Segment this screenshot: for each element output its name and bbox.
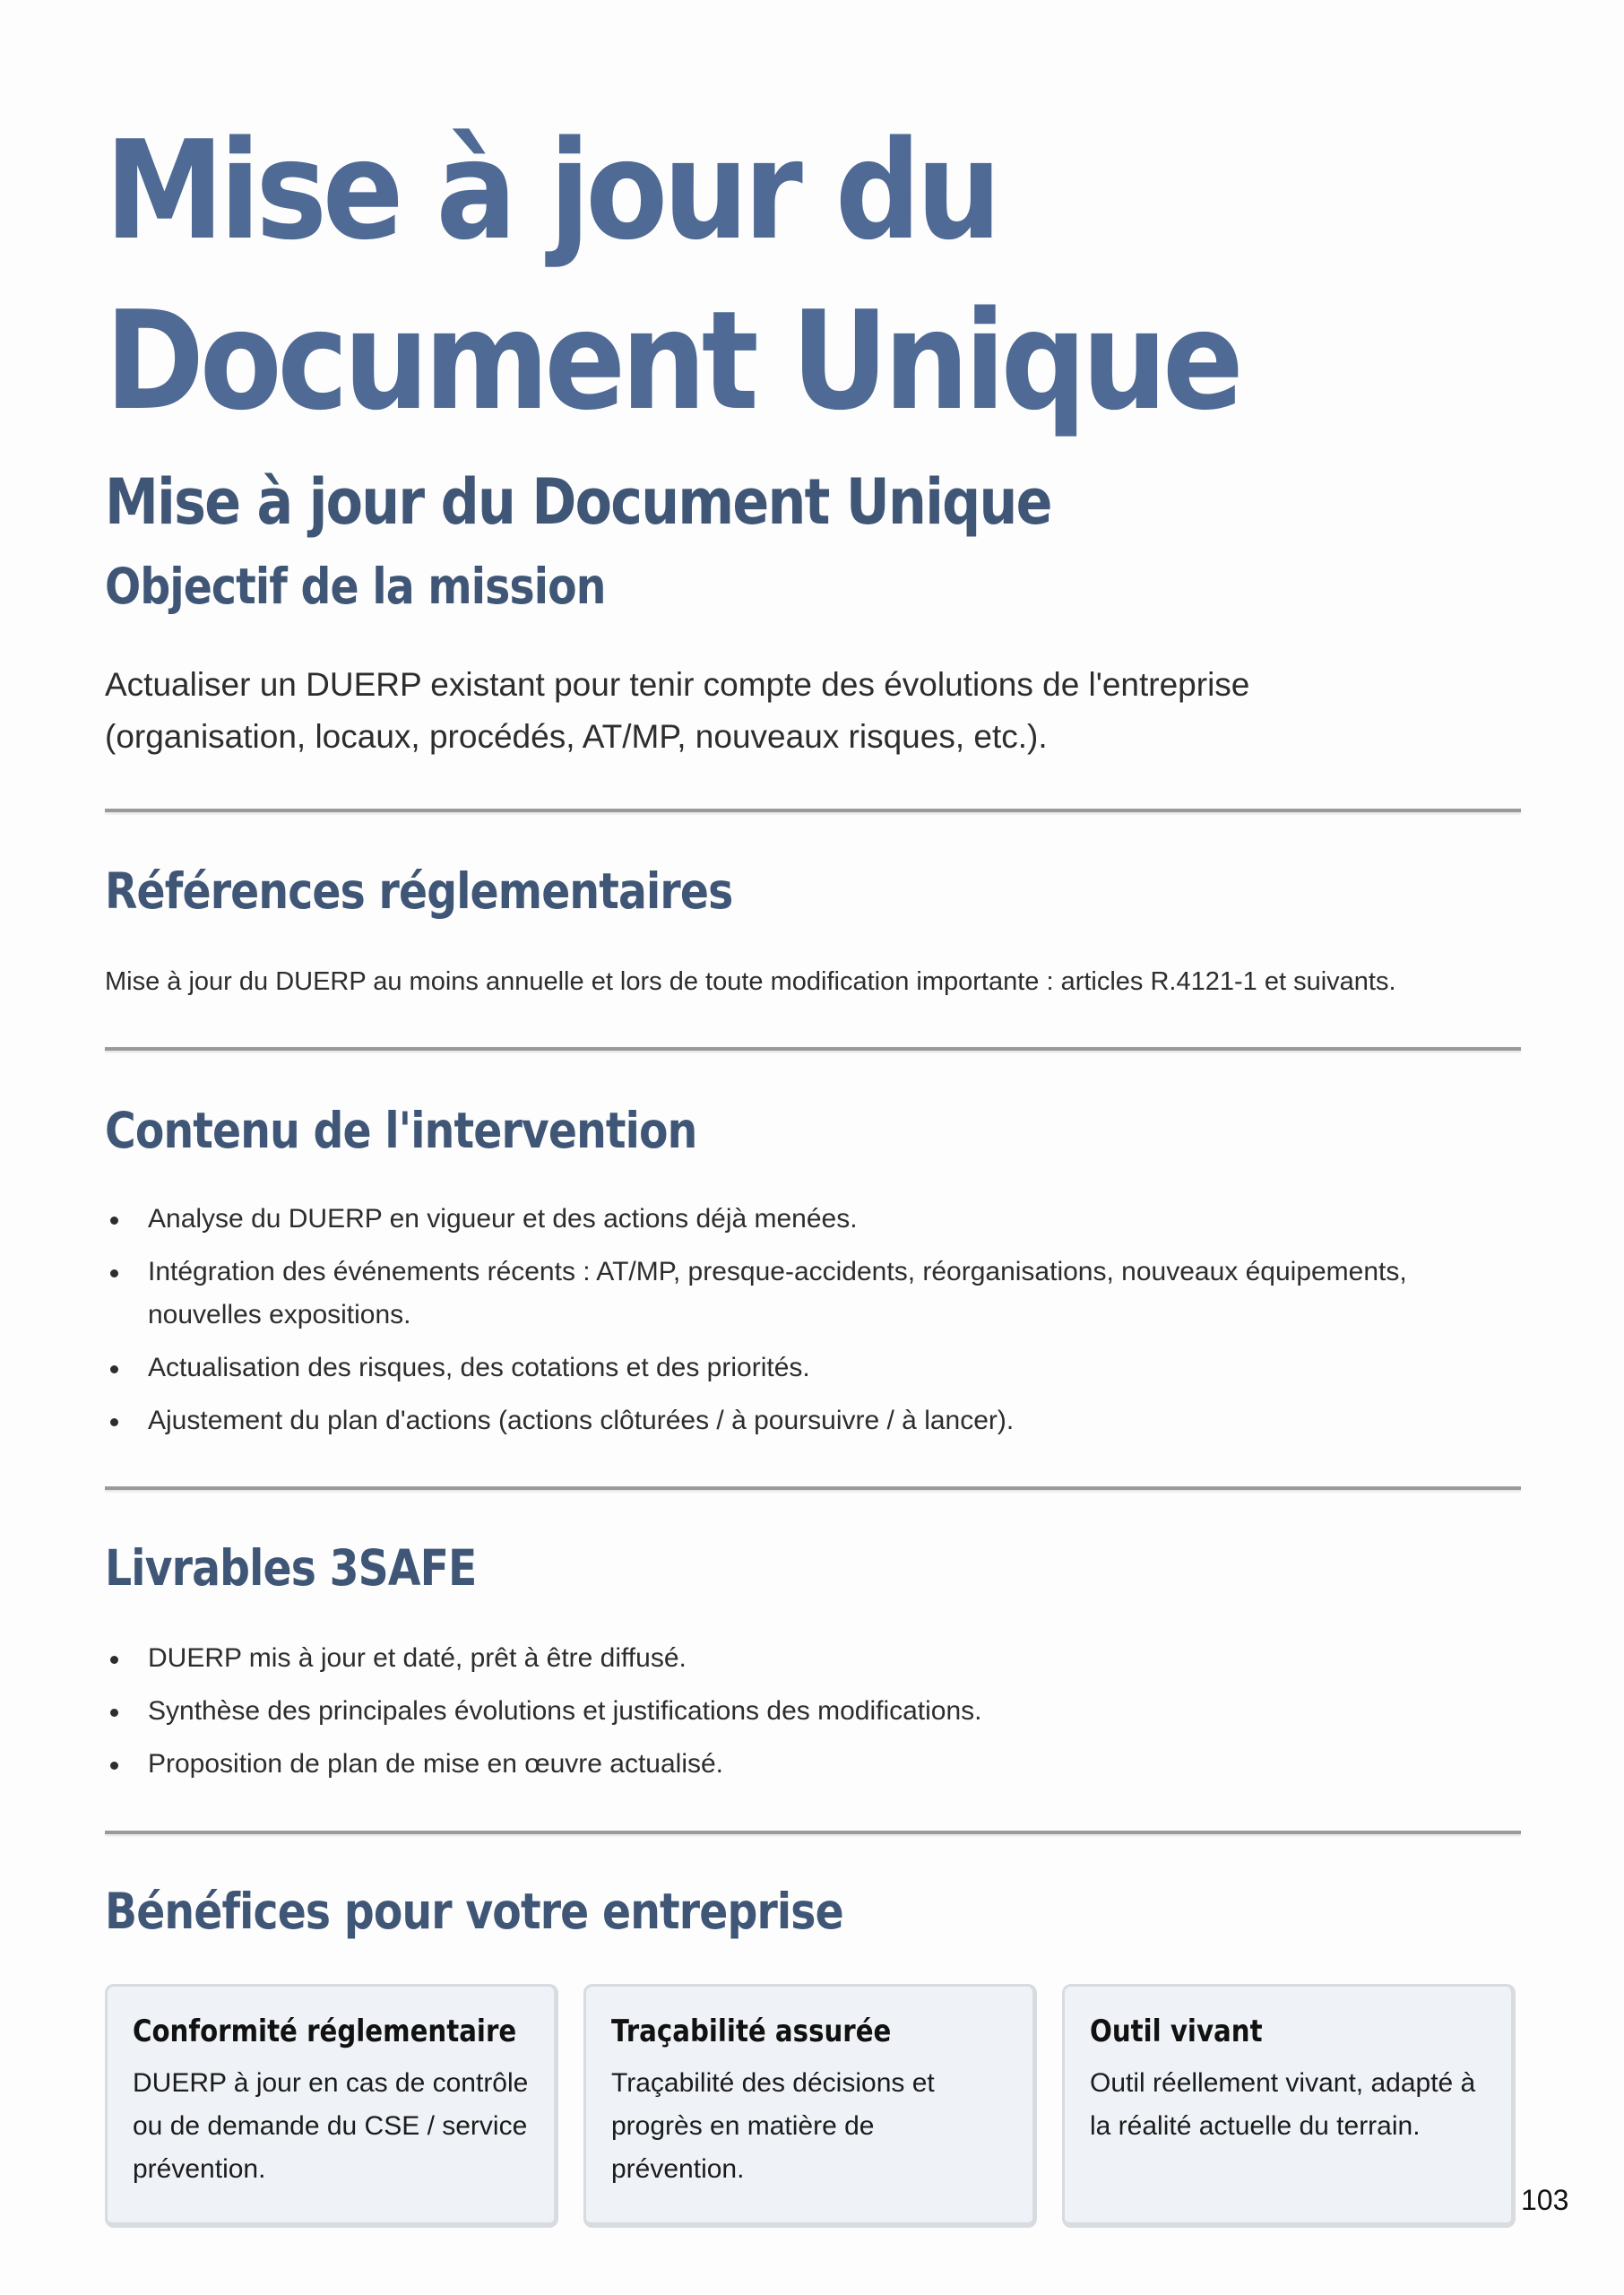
list-item xyxy=(105,1637,1521,1680)
benefit-cards xyxy=(105,1984,1521,2228)
deliverables-list xyxy=(105,1637,1521,1796)
list-item-text: Intégration des événements récents : AT/MP, presque-accidents, réorganisations, nouveaux équipements, nouvelles expositions. xyxy=(148,1257,1407,1329)
benefit-card-text: Outil réellement vivant, adapté à la réalité actuelle du terrain. xyxy=(1090,2068,1476,2141)
objective-text: Actualiser un DUERP existant pour tenir compte des évolutions de l'entreprise (organisation, locaux, procédés, AT/MP, nouveaux risques, etc.). xyxy=(105,666,1250,755)
bullet-icon xyxy=(110,1269,118,1277)
page-number: 103 xyxy=(1521,2184,1569,2216)
main-title xyxy=(105,106,1239,446)
benefit-card xyxy=(105,1984,558,2228)
list-item-text: Synthèse des principales évolutions et justifications des modifications. xyxy=(148,1696,982,1726)
benefit-card-text: Traçabilité des décisions et progrès en matière de prévention. xyxy=(611,2068,935,2184)
section-divider xyxy=(105,1486,1521,1490)
benefit-card xyxy=(1062,1984,1516,2228)
section-divider xyxy=(105,809,1521,812)
list-item-text: Actualisation des risques, des cotations et des priorités. xyxy=(148,1353,810,1382)
content-heading: Contenu de l'intervention xyxy=(105,1102,697,1159)
benefit-card-title: Outil vivant xyxy=(1090,2014,1263,2049)
list-item-text: DUERP mis à jour et daté, prêt à être diffusé. xyxy=(148,1643,687,1673)
benefit-card-title: Traçabilité assurée xyxy=(611,2014,892,2049)
benefit-card xyxy=(583,1984,1037,2228)
list-item-text: Ajustement du plan d'actions (actions clôturées / à poursuivre / à lancer). xyxy=(148,1406,1015,1435)
list-item xyxy=(105,1690,1521,1733)
deliverables-heading: Livrables 3SAFE xyxy=(105,1539,477,1597)
main-title-line-1: Mise à jour du xyxy=(105,111,998,270)
section-divider xyxy=(105,1831,1521,1834)
references-heading: Références réglementaires xyxy=(105,862,733,920)
bullet-icon xyxy=(110,1217,118,1225)
content-list xyxy=(105,1198,1521,1452)
list-item xyxy=(105,1399,1521,1442)
bullet-icon xyxy=(110,1762,118,1770)
benefits-heading: Bénéfices pour votre entreprise xyxy=(105,1883,843,1940)
bullet-icon xyxy=(110,1418,118,1426)
list-item xyxy=(105,1198,1521,1241)
list-item-text: Proposition de plan de mise en œuvre actualisé. xyxy=(148,1749,724,1779)
subtitle: Mise à jour du Document Unique xyxy=(105,465,1051,539)
list-item xyxy=(105,1251,1521,1337)
bullet-icon xyxy=(110,1709,118,1717)
benefit-card-text: DUERP à jour en cas de contrôle ou de demande du CSE / service prévention. xyxy=(133,2068,529,2184)
list-item-text: Analyse du DUERP en vigueur et des actions déjà menées. xyxy=(148,1204,858,1234)
main-title-line-2: Document Unique xyxy=(105,281,1240,440)
objective-heading: Objectif de la mission xyxy=(105,558,606,615)
list-item xyxy=(105,1347,1521,1390)
benefit-card-title: Conformité réglementaire xyxy=(133,2014,517,2049)
references-text: Mise à jour du DUERP au moins annuelle et lors de toute modification importante : articles R.4121-1 et suivants. xyxy=(105,967,1396,996)
section-divider xyxy=(105,1047,1521,1051)
list-item xyxy=(105,1743,1521,1786)
bullet-icon xyxy=(110,1365,118,1373)
bullet-icon xyxy=(110,1656,118,1664)
